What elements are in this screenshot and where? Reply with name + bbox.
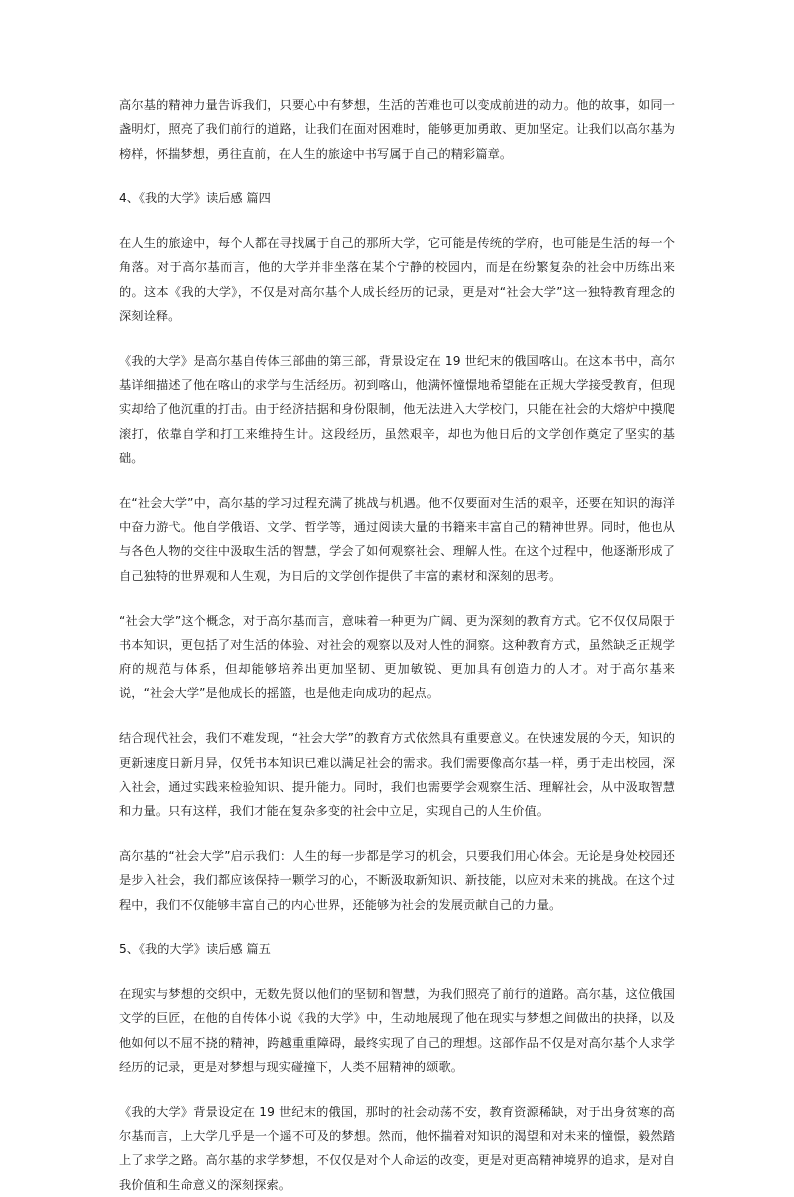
paragraph-closing-part3: 高尔基的精神力量告诉我们，只要心中有梦想，生活的苦难也可以变成前进的动力。他的故事，如同一盏明灯，照亮了我们前行的道路，让我们在面对困难时，能够更加勇敢、更加坚定。让我们以高尔基为榜样，怀揣梦想，勇往直前，在人生的旅途中书写属于自己的精彩篇章。 [119, 98, 675, 161]
paragraph-part4-concept: “社会大学”这个概念，对于高尔基而言，意味着一种更为广阔、更为深刻的教育方式。它不仅仅局限于书本知识，更包括了对生活的体验、对社会的观察以及对人性的洞察。这种教育方式，虽然缺乏正规学府的规范与体系，但却能够培养出更加坚韧、更加敏锐、更加具有创造力的人才。对于高尔基来说，“社会大学”是他成长的摇篮，也是他走向成功的起点。 [119, 613, 675, 701]
paragraph-part4-modern: 结合现代社会，我们不难发现，“社会大学”的教育方式依然具有重要意义。在快速发展的今天，知识的更新速度日新月异，仅凭书本知识已难以满足社会的需求。我们需要像高尔基一样，勇于走出校园，深入社会，通过实践来检验知识、提升能力。同时，我们也需要学会观察生活、理解社会，从中汲取智慧和力量。只有这样，我们才能在复杂多变的社会中立足，实现自己的人生价值。 [119, 731, 675, 819]
section-heading-part4: 4、《我的大学》读后感 篇四 [119, 191, 271, 206]
document-page [119, 93, 675, 1197]
paragraph-part4-intro: 在人生的旅途中，每个人都在寻找属于自己的那所大学，它可能是传统的学府，也可能是生活的每一个角落。对于高尔基而言，他的大学并非坐落在某个宁静的校园内，而是在纷繁复杂的社会中历练出来的。这本《我的大学》，不仅是对高尔基个人成长经历的记录，更是对“社会大学”这一独特教育理念的深刻诠释。 [119, 236, 675, 324]
paragraph-part4-conclusion: 高尔基的“社会大学”启示我们：人生的每一步都是学习的机会，只要我们用心体会。无论是身处校园还是步入社会，我们都应该保持一颗学习的心，不断汲取新知识、新技能，以应对未来的挑战。在这个过程中，我们不仅能够丰富自己的内心世界，还能够为社会的发展贡献自己的力量。 [119, 848, 675, 912]
section-heading-part5: 5、《我的大学》读后感 篇五 [119, 942, 271, 957]
paragraph-part4-learning: 在“社会大学”中，高尔基的学习过程充满了挑战与机遇。他不仅要面对生活的艰辛，还要在知识的海洋中奋力游弋。他自学俄语、文学、哲学等，通过阅读大量的书籍来丰富自己的精神世界。同时，他也从与各色人物的交往中汲取生活的智慧，学会了如何观察社会、理解人性。在这个过程中，他逐渐形成了自己独特的世界观和人生观，为日后的文学创作提供了丰富的素材和深刻的思考。 [119, 495, 675, 583]
paragraph-part5-background: 《我的大学》背景设定在 19 世纪末的俄国，那时的社会动荡不安，教育资源稀缺，对于出身贫寒的高尔基而言，上大学几乎是一个遥不可及的梦想。然而，他怀揣着对知识的渴望和对未来的憧憬，毅然踏上了求学之路。高尔基的求学梦想，不仅仅是对个人命运的改变，更是对更高精神境界的追求，是对自我价值和生命意义的深刻探索。 [119, 1104, 675, 1192]
paragraph-part4-background: 《我的大学》是高尔基自传体三部曲的第三部，背景设定在 19 世纪末的俄国喀山。在这本书中，高尔基详细描述了他在喀山的求学与生活经历。初到喀山，他满怀憧憬地希望能在正规大学接受教育，但现实却给了他沉重的打击。由于经济拮据和身份限制，他无法进入大学校门，只能在社会的大熔炉中摸爬滚打，依靠自学和打工来维持生计。这段经历，虽然艰辛，却也为他日后的文学创作奠定了坚实的基础。 [119, 353, 675, 466]
paragraph-part5-intro: 在现实与梦想的交织中，无数先贤以他们的坚韧和智慧，为我们照亮了前行的道路。高尔基，这位俄国文学的巨匠，在他的自传体小说《我的大学》中，生动地展现了他在现实与梦想之间做出的抉择，以及他如何以不屈不挠的精神，跨越重重障碍，最终实现了自己的理想。这部作品不仅是对高尔基个人求学经历的记录，更是对梦想与现实碰撞下，人类不屈精神的颂歌。 [119, 987, 675, 1074]
